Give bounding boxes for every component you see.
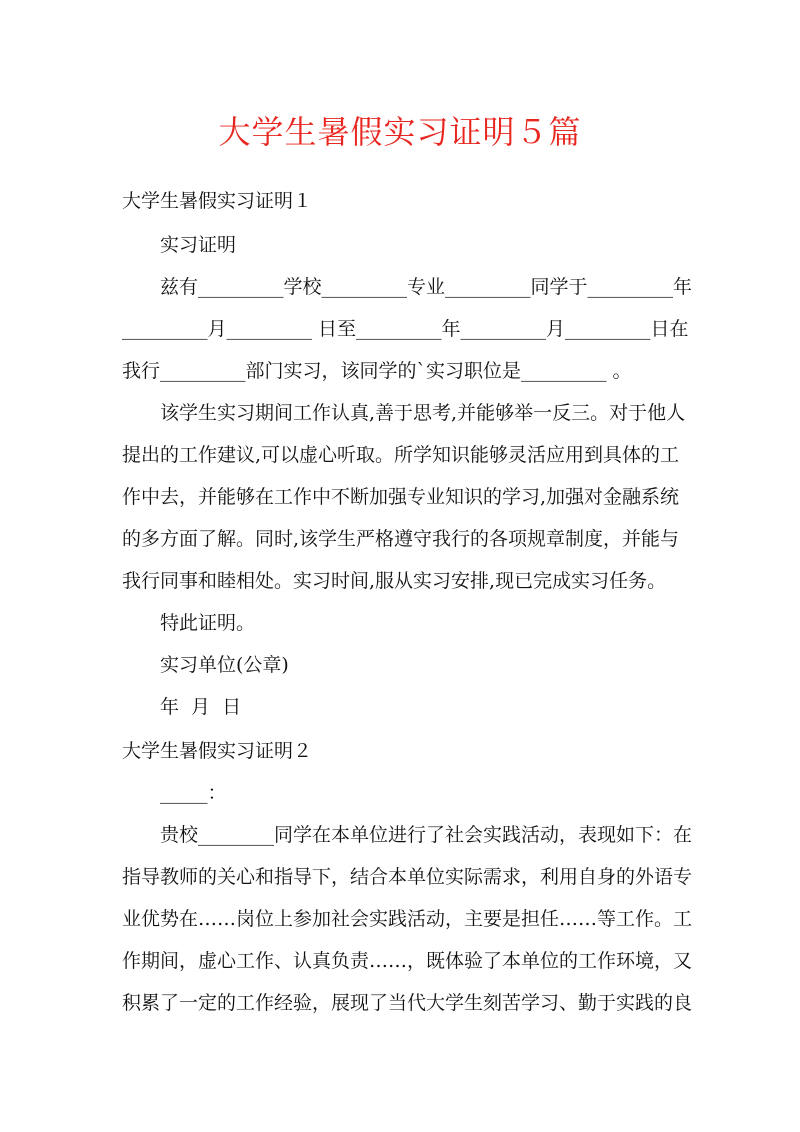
body-line: 积累了一定的工作经验，展现了当代大学生刻苦学习、勤于实践的良	[122, 992, 693, 1014]
section-2-heading: 大学生暑假实习证明２	[122, 740, 313, 762]
fill-line-1: 兹有_________学校_________专业_________同学于_________年	[160, 276, 693, 298]
body-line: 该学生实习期间工作认真,善于思考,并能够举一反三。对于他人	[160, 402, 686, 424]
fill-line-3: 我行_________部门实习，该同学的`实习职位是_________ 。	[122, 360, 632, 382]
date-line: 年 月 日	[160, 696, 242, 718]
body-line: 我行同事和睦相处。实习时间,服从实习安排,现已完成实习任务。	[122, 570, 667, 592]
section-1-heading: 大学生暑假实习证明１	[122, 190, 313, 212]
salutation-line: _____：	[160, 782, 227, 804]
closing-text: 特此证明。	[160, 612, 256, 634]
section-1-subheading: 实习证明	[160, 234, 237, 256]
body-line: 指导教师的关心和指导下，结合本单位实际需求，利用自身的外语专	[122, 866, 693, 888]
body-line: 的多方面了解。同时,该学生严格遵守我行的各项规章制度，并能与	[122, 528, 680, 550]
body-line: 作中去，并能够在工作中不断加强专业知识的学习,加强对金融系统	[122, 486, 680, 508]
body-line: 业优势在……岗位上参加社会实践活动，主要是担任……等工作。工	[122, 908, 693, 930]
body-line: 作期间，虚心工作、认真负责……，既体验了本单位的工作环境，又	[122, 950, 693, 972]
body-line: 提出的工作建议,可以虚心听取。所学知识能够灵活应用到具体的工	[122, 444, 680, 466]
unit-stamp-line: 实习单位(公章)	[160, 654, 289, 676]
document-title: 大学生暑假实习证明５篇	[218, 113, 582, 151]
fill-line-2: _________月_________ 日至_________年_________月_________日在	[122, 318, 689, 340]
body-line: 贵校________同学在本单位进行了社会实践活动，表现如下：在	[160, 824, 693, 846]
